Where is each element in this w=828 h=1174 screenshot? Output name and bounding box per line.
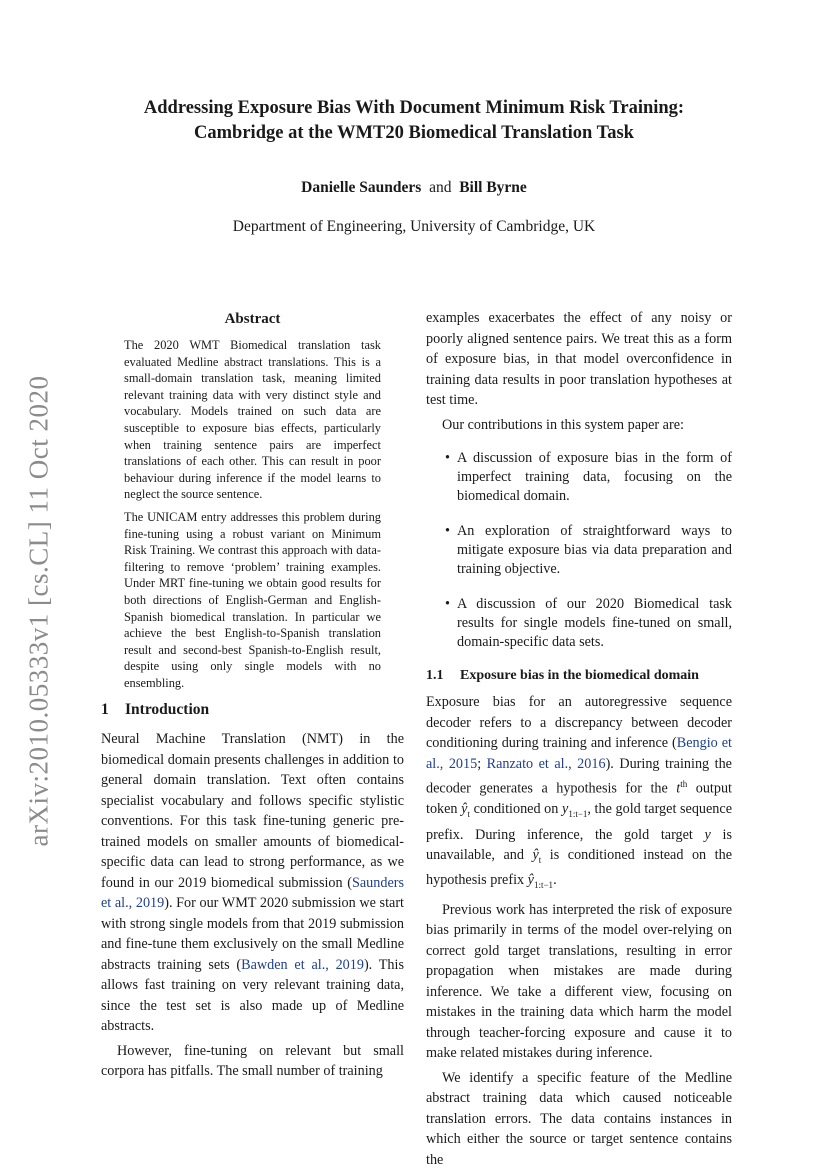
math-subscript: 1:t−1 bbox=[533, 880, 554, 891]
math-symbol: y bbox=[562, 801, 569, 818]
text-run: ; bbox=[477, 755, 487, 772]
right-column bbox=[426, 308, 732, 1174]
list-item-text: A discussion of exposure bias in the form of imperfect training data, focusing on the biomedical domain. bbox=[457, 450, 732, 504]
body-paragraph: Previous work has interpreted the risk of exposure bias primarily in terms of the model over-relying on correct gold target translations, resulting in error propagation when mistakes are made during inference. We take a different view, focusing on mistakes in the training data which harm the model through teacher-forcing exposure and cause it to make related mistakes during inference. bbox=[426, 901, 732, 1062]
abstract-paragraph: The 2020 WMT Biomedical translation task evaluated Medline abstract translations. This is a small-domain translation task, meaning limited relevant training data with very distinct style and vocabulary. Models trained on such data are susceptible to exposure bias effects, particularly when training sentence pairs are imperfect translations of each other. This can result in poor behaviour during inference if the model learns to neglect the source sentence. bbox=[124, 338, 381, 502]
math-subscript: t bbox=[467, 809, 470, 820]
arxiv-stamp bbox=[22, 368, 56, 853]
math-subscript: 1:t−1 bbox=[568, 809, 588, 820]
bullet-icon: • bbox=[445, 596, 450, 612]
text-run: is conditioned instead on the hypothesis prefix bbox=[426, 847, 732, 889]
section-heading bbox=[101, 699, 404, 721]
arxiv-identifier: arXiv:2010.05333v1 [cs.CL] 11 Oct 2020 bbox=[23, 375, 54, 846]
citation-link[interactable]: Ranzato et al., 2016 bbox=[486, 755, 606, 772]
citation-link[interactable]: Saunders et al., 2019 bbox=[101, 874, 404, 912]
list-item bbox=[426, 522, 732, 579]
math-symbol: ŷ bbox=[532, 847, 539, 864]
text-run: is unavailable, and bbox=[426, 826, 732, 864]
text-run: ). For our WMT 2020 submission we start with strong single models from that 2019 submission and fine-tune them exclusively on the small Medline abstracts training sets ( bbox=[101, 895, 404, 973]
math-symbol: t bbox=[676, 780, 681, 797]
body-paragraph: We identify a specific feature of the Medline abstract training data which caused noticeable translation errors. The data contains instances in which either the source or target sentence contains the bbox=[426, 1069, 732, 1168]
contribution-list bbox=[426, 449, 732, 652]
citation-link[interactable]: Bengio et al., 2015 bbox=[426, 735, 732, 772]
body-paragraph bbox=[101, 729, 404, 1037]
math-subscript: t bbox=[538, 854, 542, 865]
citation-link[interactable]: Bawden et al., 2019 bbox=[241, 956, 364, 973]
author-name: Bill Byrne bbox=[459, 179, 527, 196]
text-run: output token bbox=[426, 780, 732, 818]
math-symbol: y bbox=[704, 826, 711, 843]
abstract-heading: Abstract bbox=[224, 311, 281, 327]
body-paragraph: examples exacerbates the effect of any noisy or poorly aligned sentence pairs. We treat this as a form of exposure bias, in that model overconfidence in training data results in poor translation hypotheses at test time. bbox=[426, 310, 732, 408]
text-run: . bbox=[553, 872, 557, 889]
left-column bbox=[101, 308, 404, 1086]
author-name: Danielle Saunders bbox=[301, 179, 422, 196]
list-item-text: An exploration of straightforward ways to mitigate exposure bias via data preparation and training objective. bbox=[457, 523, 732, 577]
title-line-1: Addressing Exposure Bias With Document Minimum Risk Training: bbox=[143, 98, 685, 118]
subsection-number: 1.1 bbox=[426, 668, 444, 683]
body-paragraph: Our contributions in this system paper are: bbox=[442, 416, 684, 433]
list-item-text: A discussion of our 2020 Biomedical task results for single models fine-tuned on small, domain-specific data sets. bbox=[457, 596, 732, 650]
text-run: ). During training the decoder generates a hypothesis for the bbox=[426, 755, 732, 797]
text-run: Neural Machine Translation (NMT) in the biomedical domain presents challenges in addition to general domain translation. Text often contains specialist vocabulary and follows specific stylistic conventions. For this task fine-tuning generic pre-trained models on smaller amounts of biomedical-specific data can lead to strong performance, as we found in our 2019 biomedical submission ( bbox=[101, 731, 404, 891]
text-run: , the gold target sequence prefix. During inference, the gold target bbox=[426, 801, 732, 843]
author-separator: and bbox=[429, 179, 452, 196]
affiliation: Department of Engineering, University of Cambridge, UK bbox=[232, 218, 596, 235]
bullet-icon: • bbox=[445, 450, 450, 466]
body-paragraph bbox=[426, 692, 732, 896]
subsection-heading bbox=[426, 666, 732, 686]
list-item bbox=[426, 449, 732, 506]
abstract-paragraph: The UNICAM entry addresses this problem during fine-tuning using a robust variant on Minimum Risk Training. We contrast this approach with data-filtering to remove ‘problem’ training examples. Under MRT fine-tuning we obtain good results for both directions of English-German and English-Spanish biomedical translation. In particular we achieve the best English-to-Spanish translation result and second-best Spanish-to-English result, despite using only single models with no ensembling. bbox=[124, 509, 381, 690]
text-run: conditioned on bbox=[469, 801, 562, 818]
math-superscript: th bbox=[680, 779, 688, 789]
body-paragraph: However, fine-tuning on relevant but small corpora has pitfalls. The small number of training bbox=[101, 1042, 404, 1080]
subsection-title: Exposure bias in the biomedical domain bbox=[460, 668, 699, 683]
section-title: Introduction bbox=[125, 701, 210, 719]
author-list bbox=[0, 179, 828, 197]
bullet-icon: • bbox=[445, 523, 450, 539]
section-number: 1 bbox=[101, 701, 109, 719]
abstract-body bbox=[124, 337, 381, 691]
text-run: ). This allows fast training on very relevant training data, since the test set is also made up of Medline abstracts. bbox=[101, 956, 404, 1035]
math-symbol: ŷ bbox=[527, 872, 534, 889]
text-run: Exposure bias for an autoregressive sequence decoder refers to a discrepancy between decoder conditioning during training and inference ( bbox=[426, 694, 732, 751]
list-item bbox=[426, 595, 732, 652]
math-symbol: ŷ bbox=[461, 801, 468, 818]
title-line-2: Cambridge at the WMT20 Biomedical Translation Task bbox=[194, 123, 634, 143]
paper-title bbox=[60, 96, 768, 146]
